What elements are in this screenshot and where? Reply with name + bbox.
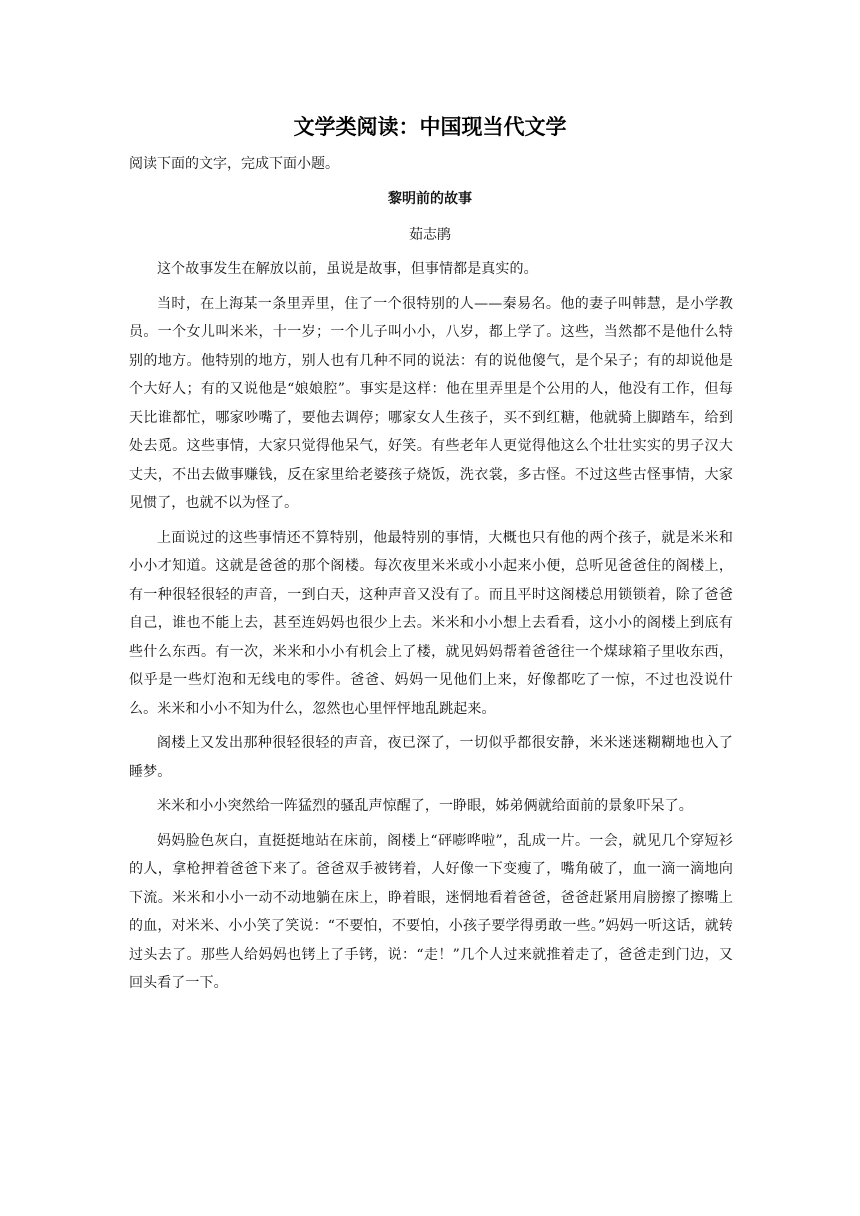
document-title: 文学类阅读：中国现当代文学	[293, 115, 567, 139]
story-paragraph-5: 米米和小小突然给一阵猛烈的骚乱声惊醒了，一睁眼，姊弟俩就给面前的景象吓呆了。	[157, 798, 693, 814]
story-body	[129, 255, 733, 1004]
story-paragraph-6: 妈妈脸色灰白，直挺挺地站在床前，阁楼上“砰嘭哗啦”，乱成一片。一会，就见几个穿短衫的人，拿枪押着爸爸下来了。爸爸双手被铐着，人好像一下变瘦了，嘴角破了，血一滴一滴地向下流。米米和小小一动不动地躺在床上，睁着眼，迷惘地看着爸爸，爸爸赶紧用肩膀擦了擦嘴上的血，对米米、小小笑了笑说：“不要怕，不要怕，小孩子要学得勇敢一些。”妈妈一听这话，就转过头去了。那些人给妈妈也铐上了手铐，说：“走！”几个人过来就推着走了，爸爸走到门边，又回头看了一下。	[129, 832, 733, 991]
story-paragraph-1: 这个故事发生在解放以前，虽说是故事，但事情都是真实的。	[157, 261, 538, 277]
story-title: 黎明前的故事	[388, 191, 472, 207]
story-paragraph-2: 当时，在上海某一条里弄里，住了一个很特别的人——秦易名。他的妻子叫韩慧，是小学教员。一个女儿叫米米，十一岁；一个儿子叫小小，八岁，都上学了。这些，当然都不是他什么特别的地方。他特别的地方，别人也有几种不同的说法：有的说他傻气，是个呆子；有的却说他是个大好人；有的又说他是“娘娘腔”。事实是这样：他在里弄里是个公用的人，他没有工作，但每天比谁都忙，哪家吵嘴了，要他去调停；哪家女人生孩子，买不到红糖，他就骑上脚踏车，给到处去觅。这些事情，大家只觉得他呆气，好笑。有些老年人更觉得他这么个壮壮实实的男子汉大丈夫，不出去做事赚钱，反在家里给老婆孩子烧饭，洗衣裳，多古怪。不过这些古怪事情，大家见惯了，也就不以为怪了。	[129, 295, 733, 511]
story-author: 茹志鹃	[409, 227, 451, 243]
reading-instruction: 阅读下面的文字，完成下面小题。	[129, 156, 339, 172]
story-paragraph-4: 阁楼上又发出那种很轻很轻的声音，夜已深了，一切似乎都很安静，米米迷迷糊糊地也入了睡梦。	[129, 735, 733, 780]
story-paragraph-3: 上面说过的这些事情还不算特别，他最特别的事情，大概也只有他的两个孩子，就是米米和小小才知道。这就是爸爸的那个阁楼。每次夜里米米或小小起来小便，总听见爸爸住的阁楼上，有一种很轻很轻的声音，一到白天，这种声音又没有了。而且平时这阁楼总用锁锁着，除了爸爸自己，谁也不能上去，甚至连妈妈也很少上去。米米和小小想上去看看，这小小的阁楼上到底有些什么东西。有一次，米米和小小有机会上了楼，就见妈妈帮着爸爸往一个煤球箱子里收东西，似乎是一些灯泡和无线电的零件。爸爸、妈妈一见他们上来，好像都吃了一惊，不过也没说什么。米米和小小不知为什么，忽然也心里怦怦地乱跳起来。	[129, 529, 733, 717]
